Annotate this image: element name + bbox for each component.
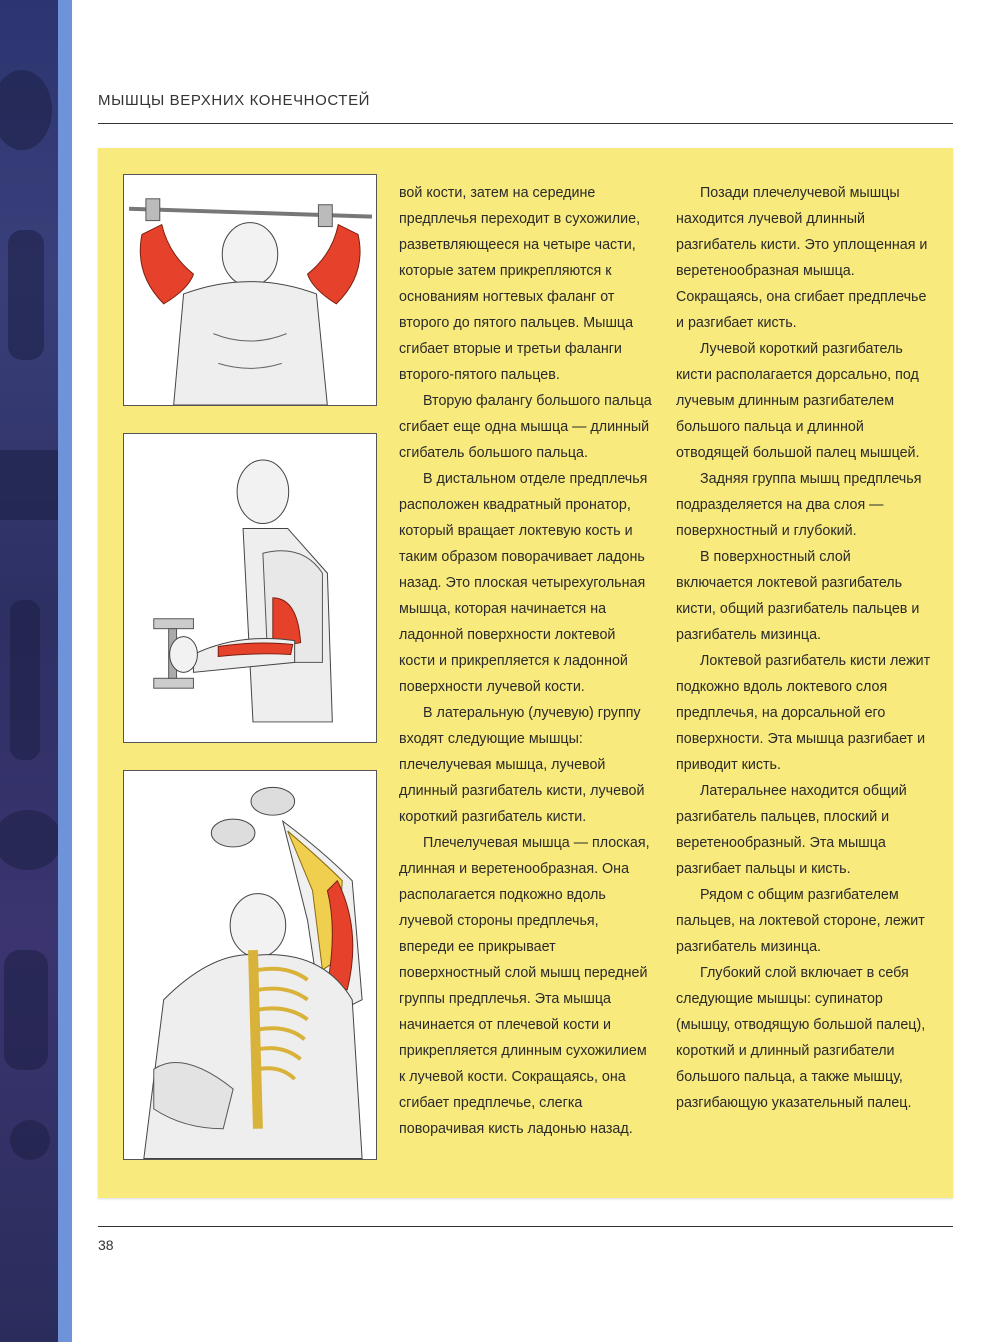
side-blue-edge: [58, 0, 72, 1342]
paragraph: Латеральнее находится общий разгибатель пальцев, плоский и веретенообразный. Эта мышца разгибает пальцы и кисть.: [676, 783, 907, 877]
dumbbell-forearm-curl-illustration: [123, 433, 377, 743]
overhead-barbell-drawing: [124, 175, 376, 405]
paragraph: Глубокий слой включает в себя следующие мышцы: супинатор (мышцу, отводящую большой палец), короткий и длинный разгибатели большого пальца, а также мышцу, разгибающую указательный палец.: [676, 965, 926, 1111]
paragraph: Локтевой разгибатель кисти лежит подкожно вдоль локтевого слоя предплечья, на дорсальной его поверхности. Эта мышца разгибает и приводит кисть.: [676, 653, 931, 773]
side-strip-silhouettes: [0, 0, 58, 1342]
text-column-middle: [399, 180, 654, 1142]
paragraph: Вторую фалангу большого пальца сгибает еще одна мышца — длинный сгибатель большого пальца.: [399, 393, 652, 461]
paragraph: Позади плечелучевой мышцы находится лучевой длинный разгибатель кисти. Это уплощенная и веретенообразная мышца. Сокращаясь, она сгибает предплечье и разгибает кисть.: [676, 185, 928, 331]
footer-rule: [98, 1226, 953, 1227]
header-title: МЫШЦЫ ВЕРХНИХ КОНЕЧНОСТЕЙ: [98, 92, 371, 109]
text-column-right: [676, 180, 931, 1116]
paragraph: Плечелучевая мышца — плоская, длинная и веретенообразная. Она располагается подкожно вдоль лучевой стороны предплечья, впереди ее прикрывает поверхностный слой мышц передней группы предплечья. Эта мышца начинается от плечевой кости и прикрепляется длинным сухожилием к лучевой кости. Сокращаясь, она сгибает предплечье, слегка поворачивая кисть ладонью назад.: [399, 835, 650, 1137]
paragraph: В латеральную (лучевую) группу входят следующие мышцы: плечелучевая мышца, лучевой длинный разгибатель кисти, лучевой короткий разгибатель кисти.: [399, 705, 645, 825]
paragraph: вой кости, затем на середине предплечья переходит в сухожилие, разветвляющееся на четыре части, которые затем прикрепляются к основаниям ногтевых фаланг от второго до пятого пальцев. Мышца сгибает вторые и третьи фаланги второго-пятого пальцев.: [399, 185, 641, 383]
paragraph: Лучевой короткий разгибатель кисти располагается дорсально, под лучевым длинным разгибателем большого пальца и длинной отводящей большой палец мышцей.: [676, 341, 920, 461]
page-number: 38: [98, 1237, 114, 1253]
paragraph: Задняя группа мышц предплечья подразделяется на два слоя — поверхностный и глубокий.: [676, 471, 922, 539]
paragraph: Рядом с общим разгибателем пальцев, на локтевой стороне, лежит разгибатель мизинца.: [676, 887, 925, 955]
overhead-extension-drawing: [124, 771, 376, 1159]
paragraph: В поверхностный слой включается локтевой разгибатель кисти, общий разгибатель пальцев и разгибатель мизинца.: [676, 549, 920, 643]
overhead-barbell-triceps-illustration: [123, 174, 377, 406]
paragraph: В дистальном отделе предплечья расположен квадратный пронатор, который вращает локтевую кость и таким образом поворачивает ладонь назад. Это плоская четырехугольная мышца, которая начинается на ладонной поверхности локтевой кости и прикрепляется к ладонной поверхности лучевой кости.: [399, 471, 648, 695]
overhead-dumbbell-extension-illustration: [123, 770, 377, 1160]
running-header: [98, 92, 953, 124]
forearm-curl-drawing: [124, 434, 376, 742]
side-photo-strip: [0, 0, 58, 1342]
